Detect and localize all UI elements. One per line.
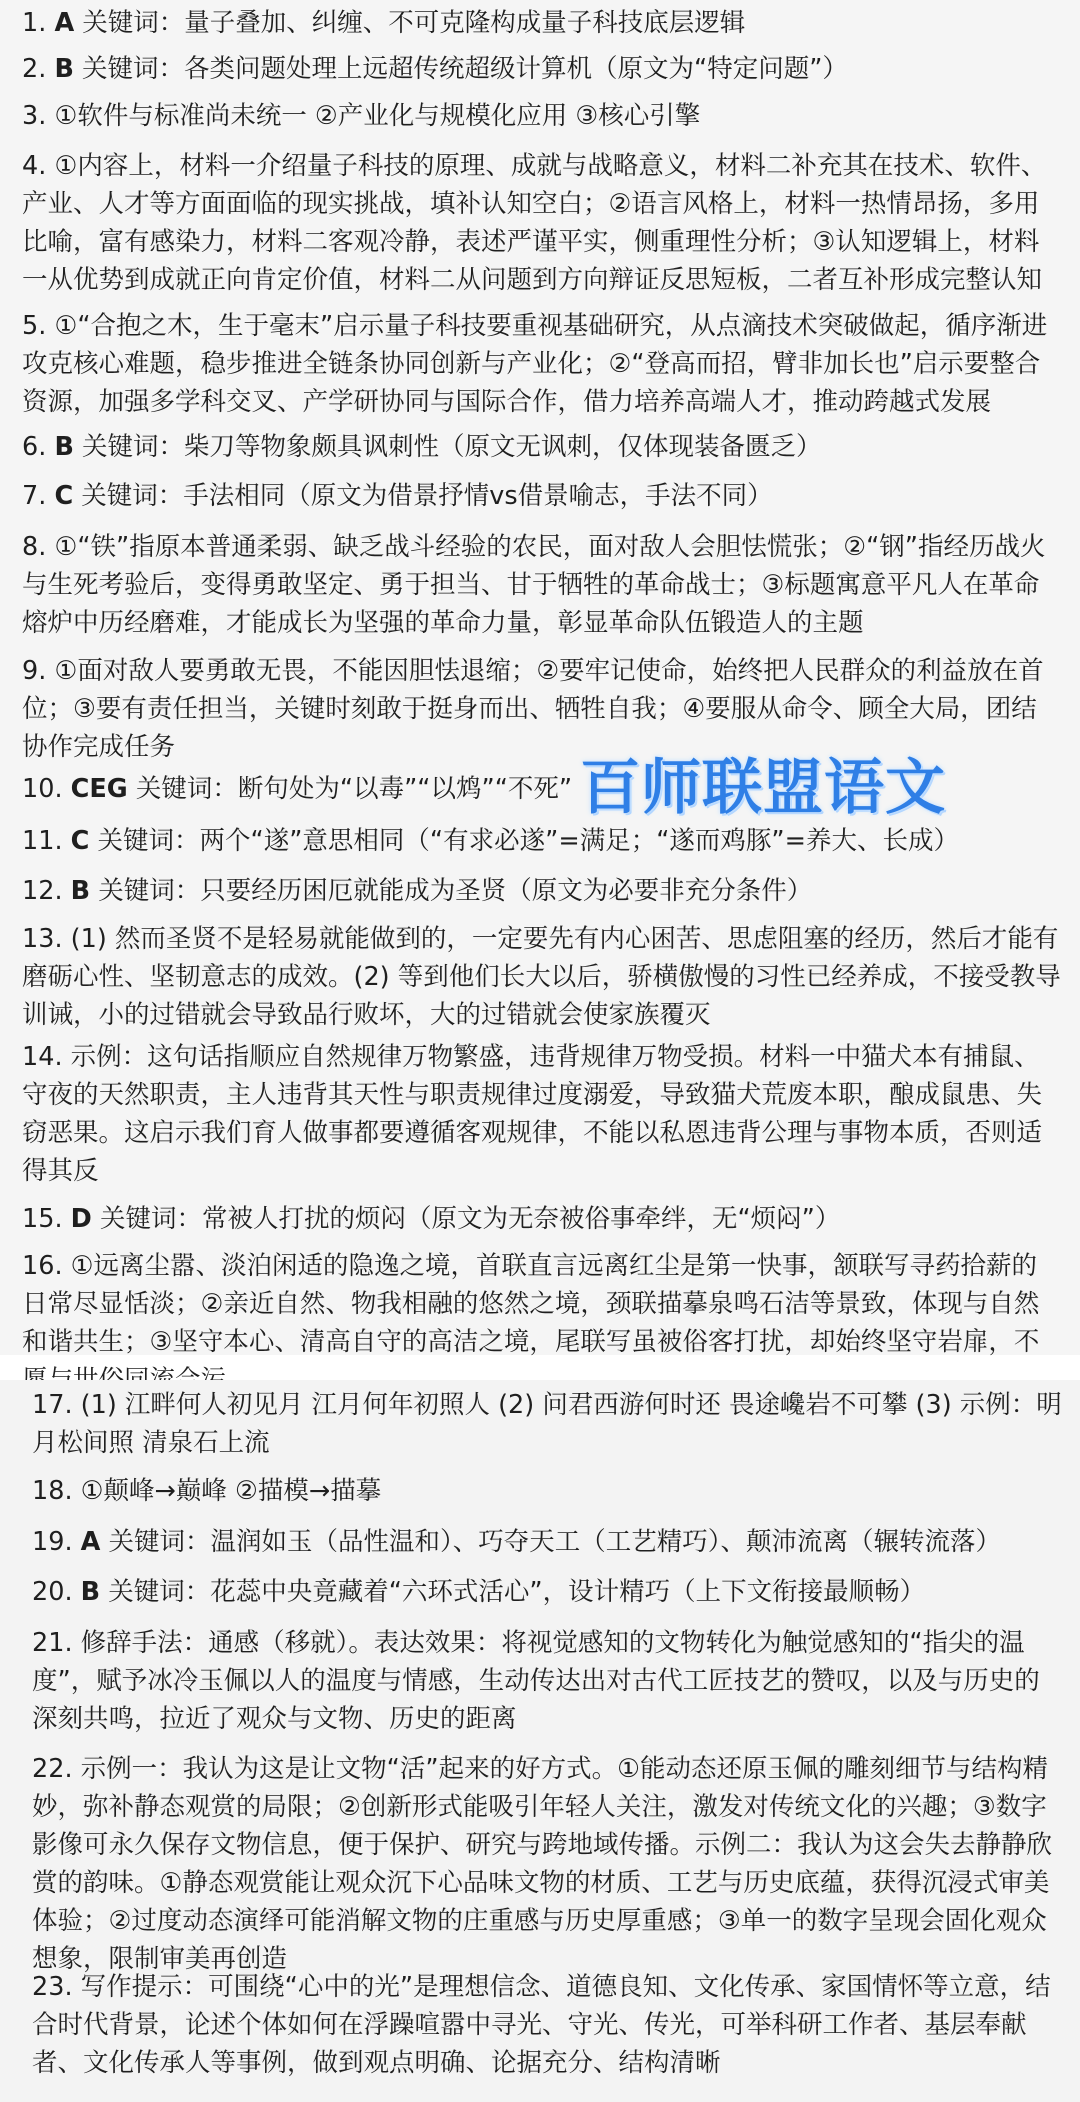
item-number: 14. — [22, 1042, 63, 1072]
item-text: 关键词：手法相同（原文为借景抒情vs借景喻志，手法不同） — [73, 481, 773, 511]
item-number: 8. — [22, 532, 47, 562]
item-text: 关键词：各类问题处理上远超传统超级计算机（原文为“特定问题”） — [73, 54, 848, 84]
item-number: 6. — [22, 432, 47, 462]
item-text: ①内容上，材料一介绍量子科技的原理、成就与战略意义，材料二补充其在技术、软件、产业、人才等方面面临的现实挑战，填补认知空白；②语言风格上，材料一热情昂扬，多用比喻，富有感染力，材料二客观冷静，表述严谨平实，侧重理性分析；③认知逻辑上，材料一从优势到成就正向肯定价值，材料二从问题到方向辩证反思短板，二者互补形成完整认知 — [22, 151, 1047, 295]
answer-item-14 — [22, 1038, 1062, 1190]
item-text: (1) 江畔何人初见月 江月何年初照人 (2) 问君西游何时还 畏途巉岩不可攀 (3) 示例：明月松间照 清泉石上流 — [32, 1390, 1062, 1458]
item-text: 关键词：常被人打扰的烦闷（原文为无奈被俗事牵绊，无“烦闷”） — [91, 1204, 841, 1234]
item-number: 11. — [22, 826, 63, 856]
answer-item-4 — [22, 147, 1062, 299]
item-text: 写作提示：可围绕“心中的光”是理想信念、道德良知、文化传承、家国情怀等立意，结合时代背景，论述个体如何在浮躁喧嚣中寻光、守光、传光，可举科研工作者、基层奉献者、文化传承人等事例，做到观点明确、论据充分、结构清晰 — [32, 1972, 1051, 2078]
item-answer: B — [54, 54, 74, 84]
item-number: 22. — [32, 1754, 73, 1784]
answer-item-19 — [32, 1523, 1062, 1561]
answer-item-6 — [22, 428, 1062, 466]
item-text: ①颠峰→巅峰 ②描模→描摹 — [80, 1476, 382, 1506]
answer-item-17 — [32, 1386, 1062, 1462]
item-number: 2. — [22, 54, 47, 84]
answer-item-2 — [22, 50, 1062, 88]
answer-item-22 — [32, 1750, 1062, 1978]
answer-item-12 — [22, 872, 1062, 910]
item-number: 9. — [22, 656, 47, 686]
answer-item-11 — [22, 822, 1062, 860]
answer-panel-2 — [0, 1380, 1080, 2102]
answer-item-5 — [22, 307, 1062, 421]
answer-item-8 — [22, 528, 1062, 642]
answer-item-16 — [22, 1247, 1062, 1399]
item-answer: B — [70, 876, 91, 906]
answer-item-1 — [22, 4, 1062, 42]
item-number: 21. — [32, 1628, 73, 1658]
item-number: 16. — [22, 1251, 63, 1281]
item-text: 修辞手法：通感（移就）。表达效果：将视觉感知的文物转化为触觉感知的“指尖的温度”，赋予冰冷玉佩以人的温度与情感，生动传达出对古代工匠技艺的赞叹，以及与历史的深刻共鸣，拉近了观众与文物、历史的距离 — [32, 1628, 1040, 1734]
item-number: 23. — [32, 1972, 73, 2002]
item-text: 关键词：花蕊中央竟藏着“六环式活心”，设计精巧（上下文衔接最顺畅） — [100, 1577, 926, 1607]
watermark-text: 百师联盟语文 — [580, 753, 946, 823]
item-text: 关键词：只要经历困厄就能成为圣贤（原文为必要非充分条件） — [90, 876, 813, 906]
item-number: 12. — [22, 876, 63, 906]
answer-item-20 — [32, 1573, 1062, 1611]
item-text: ①面对敌人要勇敢无畏，不能因胆怯退缩；②要牢记使命，始终把人民群众的利益放在首位；③要有责任担当，关键时刻敢于挺身而出、牺牲自我；④要服从命令、顾全大局，团结协作完成任务 — [22, 656, 1044, 762]
item-text: 关键词：断句处为“以毒”“以鸩”“不死” — [127, 774, 573, 804]
item-answer: A — [80, 1527, 101, 1557]
answer-item-13 — [22, 920, 1062, 1034]
item-answer: B — [54, 432, 74, 462]
item-number: 15. — [22, 1204, 63, 1234]
item-number: 4. — [22, 151, 47, 181]
item-text: ①软件与标准尚未统一 ②产业化与规模化应用 ③核心引擎 — [54, 101, 701, 131]
item-text: 关键词：两个“遂”意思相同（“有求必遂”=满足；“遂而鸡豚”=养大、长成） — [89, 826, 959, 856]
item-number: 13. — [22, 924, 63, 954]
item-answer: B — [80, 1577, 101, 1607]
item-number: 20. — [32, 1577, 73, 1607]
item-text: 示例：这句话指顺应自然规律万物繁盛，违背规律万物受损。材料一中猫犬本有捕鼠、守夜的天然职责，主人违背其天性与职责规律过度溺爱，导致猫犬荒废本职，酿成鼠患、失窃恶果。这启示我们育人做事都要遵循客观规律，不能以私恩违背公理与事物本质，否则适得其反 — [22, 1042, 1043, 1186]
item-number: 1. — [22, 8, 47, 38]
item-answer: C — [54, 481, 74, 511]
item-text: (1) 然而圣贤不是轻易就能做到的，一定要先有内心困苦、思虑阻塞的经历，然后才能有磨砺心性、坚韧意志的成效。(2) 等到他们长大以后，骄横傲慢的习性已经养成，不接受教导训诫，小的过错就会导致品行败坏，大的过错就会使家族覆灭 — [22, 924, 1061, 1030]
item-number: 7. — [22, 481, 47, 511]
item-number: 3. — [22, 101, 47, 131]
item-number: 5. — [22, 311, 47, 341]
item-answer: A — [54, 8, 75, 38]
item-text: 关键词：温润如玉（品性温和）、巧夺天工（工艺精巧）、颠沛流离（辗转流落） — [100, 1527, 1002, 1557]
item-number: 19. — [32, 1527, 73, 1557]
item-answer: CEG — [70, 774, 128, 804]
item-text: 关键词：量子叠加、纠缠、不可克隆构成量子科技底层逻辑 — [74, 8, 746, 38]
item-number: 10. — [22, 774, 63, 804]
item-text: ①远离尘嚣、淡泊闲适的隐逸之境，首联直言远离红尘是第一快事，颔联写寻药拾薪的日常尽显恬淡；②亲近自然、物我相融的悠然之境，颈联描摹泉鸣石洁等景致，体现与自然和谐共生；③坚守本心、清高自守的高洁之境，尾联写虽被俗客打扰，却始终坚守岩扉，不 — [22, 1251, 1040, 1357]
answer-item-15 — [22, 1200, 1062, 1238]
item-text: ①“合抱之木，生于毫末”启示量子科技要重视基础研究，从点滴技术突破做起，循序渐进攻克核心难题，稳步推进全链条协同创新与产业化；②“登高而招，臂非加长也”启示要整合资源，加强多学科交叉、产学研协同与国际合作，借力培养高端人才，推动跨越式发展 — [22, 311, 1048, 417]
answer-item-21 — [32, 1624, 1062, 1738]
answer-item-7 — [22, 477, 1062, 515]
item-answer: D — [70, 1204, 92, 1234]
answer-item-23 — [32, 1968, 1062, 2082]
answer-item-3 — [22, 97, 1062, 135]
item-text: 示例一：我认为这是让文物“活”起来的好方式。①能动态还原玉佩的雕刻细节与结构精妙，弥补静态观赏的局限；②创新形式能吸引年轻人关注，激发对传统文化的兴趣；③数字影像可永久保存文物信息，便于保护、研究与跨地域传播。示例二：我认为这会失去静静欣赏的韵味。①静态观赏能让观众沉下心品味文物的材质、工艺与历史底蕴，获得沉浸式审美体验；②过度动态演绎可能消解文物的庄重感与历史厚重感；③单一的数字呈现会固化观众想象，限制审美再创造 — [32, 1754, 1053, 1974]
item-text: 关键词：柴刀等物象颇具讽刺性（原文无讽刺，仅体现装备匮乏） — [73, 432, 822, 462]
item-number: 17. — [32, 1390, 73, 1420]
item-number: 18. — [32, 1476, 73, 1506]
answer-item-18 — [32, 1472, 1062, 1510]
item-answer: C — [70, 826, 90, 856]
item-text: ①“铁”指原本普通柔弱、缺乏战斗经验的农民，面对敌人会胆怯慌张；②“钢”指经历战火与生死考验后，变得勇敢坚定、勇于担当、甘于牺牲的革命战士；③标题寓意平凡人在革命熔炉中历经磨难，才能成长为坚强的革命力量，彰显革命队伍锻造人的主题 — [22, 532, 1046, 638]
